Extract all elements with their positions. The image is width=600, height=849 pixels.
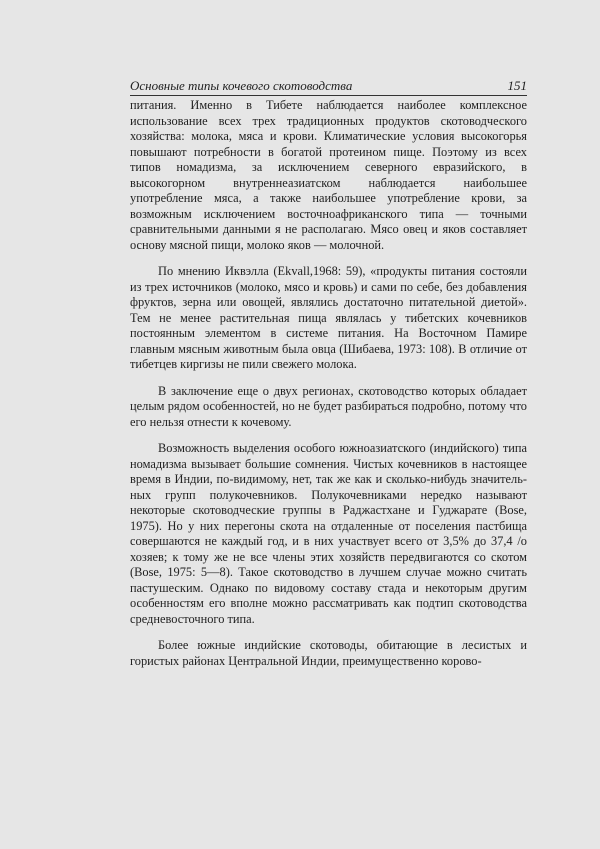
body-text xyxy=(130,98,527,669)
header-rule xyxy=(130,95,527,96)
running-head-title: Основные типы кочевого скотоводства xyxy=(130,78,353,93)
paragraph-continuation: питания. Именно в Тибете наблюдается наиболее комплексное использование всех трех традиционных продуктов скотоводческого хозяйства: молока, мяса и крови. Климатические условия высокогорья повышают потребности в богатой протеином пище. Поэтому из всех типов номадизма, за исключением северного евразийского, в высокогорном внутреннеазиатском наблюдается наибольшее употребление мяса, а также наибольшее употребление крови, за возможным исключением восточноафриканского типа — точными сравнительными данными я не располагаю. Мясо овец и яков составляет основу мясной пищи, молоко яков — молочной. xyxy=(130,98,527,252)
paragraph-south-asian: Возможность выделения особого южноазиатского (индийского) типа номадизма вызывает большие сомнения. Чистых кочевников в настоящее время в Индии, по-видимому, нет, так же как и сколько-нибудь значительных групп полукочевников. Полукочевниками нередко называют некоторые скотоводческие группы в Раджастхане и Гуджарате (Bose, 1975). Но у них перегоны скота на отдаленные от поселения пастбища совершаются не каждый год, и в них участвует всего от 3,5% до 37,4 /о хозяев; к тому же не все члены этих хозяйств передвигаются со скотом (Bose, 1975: 5—8). Такое скотоводство в лучшем случае можно считать пастушеским. Однако по видовому составу стада и некоторым другим особенностям его вполне можно рассматривать как подтип скотоводства средневосточного типа. xyxy=(130,441,527,626)
running-head xyxy=(130,78,527,94)
paragraph-central-india: Более южные индийские скотоводы, обитающие в лесистых и гористых районах Центральной Индии, преимущественно корово- xyxy=(130,638,527,668)
paragraph-conclusion: В заключение еще о двух регионах, скотоводство которых обладает целым рядом особенностей, но не будет разбираться подробно, потому что его нельзя отнести к кочевому. xyxy=(130,383,527,429)
page-number: 151 xyxy=(507,78,527,93)
paragraph-ekvall: По мнению Иквэлла (Ekvall,1968: 59), «продукты питания состояли из трех источников (молоко, мясо и кровь) и сами по себе, без добавления фруктов, зерна или овощей, являлись достаточно питательной диетой». Тем не менее растительная пища являлась у тибетских кочевников постоянным элементом в системе питания. На Восточном Памире главным мясным животным была овца (Шибаева, 1973: 108). В отличие от тибетцев киргизы не пили свежего молока. xyxy=(130,264,527,371)
